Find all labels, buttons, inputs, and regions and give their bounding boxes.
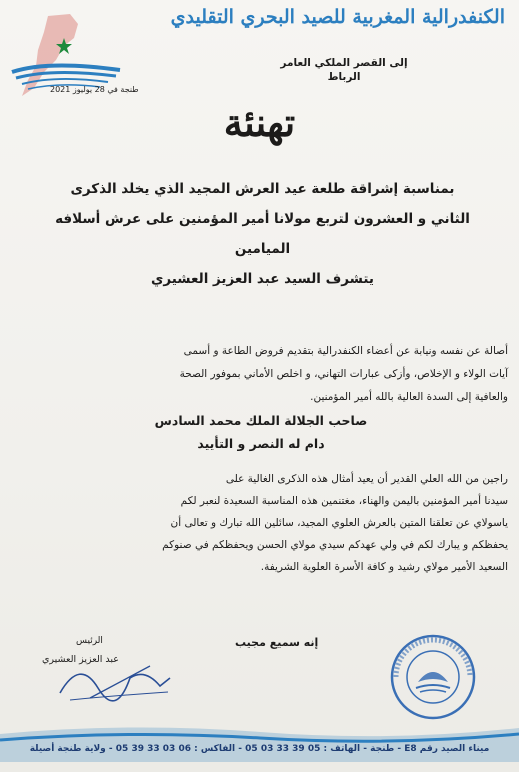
letter-date: طنجة في 28 يوليوز 2021	[50, 85, 139, 94]
addressee	[269, 56, 419, 84]
prayer-line: راجين من الله العلي القدير أن يعيد أمثال هذه الذكرى الغالية على	[225, 473, 508, 485]
body-paragraph	[14, 340, 508, 455]
intro-paragraph	[20, 174, 505, 294]
prayer-line: السعيد الأمير مولاي رشيد و كافة الأسرة العلوية الشريفة.	[260, 561, 508, 573]
addressee-line: إلى القصر الملكي العامر	[280, 57, 408, 69]
intro-line: الميامين	[234, 241, 291, 257]
intro-line: الثاني و العشرون لتربع مولانا أمير المؤمنين على عرش أسلافه	[55, 211, 470, 227]
prayer-paragraph	[14, 468, 508, 578]
addressee-city: الرباط	[327, 71, 361, 83]
letter-title: تهنئة	[223, 100, 296, 145]
king-wish: دام له النصر و التأييد	[197, 436, 325, 451]
footer-wave-decoration	[0, 722, 519, 762]
signatory-name: عبد العزيز العشيري	[42, 654, 119, 665]
prayer-line: سيدنا أمير المؤمنين باليمن والهناء، مغتنمين هذه المناسبة السعيدة لنعبر لكم	[180, 495, 508, 507]
body-line: أصالة عن نفسه ونيابة عن أعضاء الكنفدرالية بتقديم فروض الطاعة و أسمى	[183, 345, 508, 357]
handwritten-signature	[50, 648, 180, 708]
official-stamp	[388, 632, 478, 722]
body-line: والعافية إلى السدة العالية بالله أمير المؤمنين.	[310, 391, 508, 403]
king-title: صاحب الجلالة الملك محمد السادس	[154, 413, 368, 428]
prayer-line: ياسولاي عن تعلقنا المتين بالعرش العلوي المجيد، سائلين الله تبارك و تعالى أن	[170, 517, 508, 529]
footer-contact: ميناء الصيد رقم E8 - طنجة - الهاتف : 05 39 33 03 05 - الفاكس : 06 03 33 39 05 - ولاية طنجة أصيلة	[29, 744, 490, 754]
intro-line: يتشرف السيد عبد العزيز العشيري	[151, 271, 374, 287]
body-line: آيات الولاء و الإخلاص، وأزكى عبارات التهاني، و اخلص الأماني بموفور الصحة	[179, 368, 508, 380]
organization-name: الكنفدرالية المغربية للصيد البحري التقليدي	[170, 6, 505, 28]
official-stamp-icon	[388, 632, 478, 722]
intro-line: بمناسبة إشراقة طلعة عيد العرش المجيد الذي يخلد الذكرى	[70, 181, 455, 197]
signatory-title: الرئيس	[76, 636, 103, 646]
closing-phrase: إنه سميع مجيب	[235, 636, 319, 649]
prayer-line: يحفظكم و يبارك لكم في ولي عهدكم سيدي مولاي الحسن ويحفظكم في صنوكم	[162, 539, 508, 551]
